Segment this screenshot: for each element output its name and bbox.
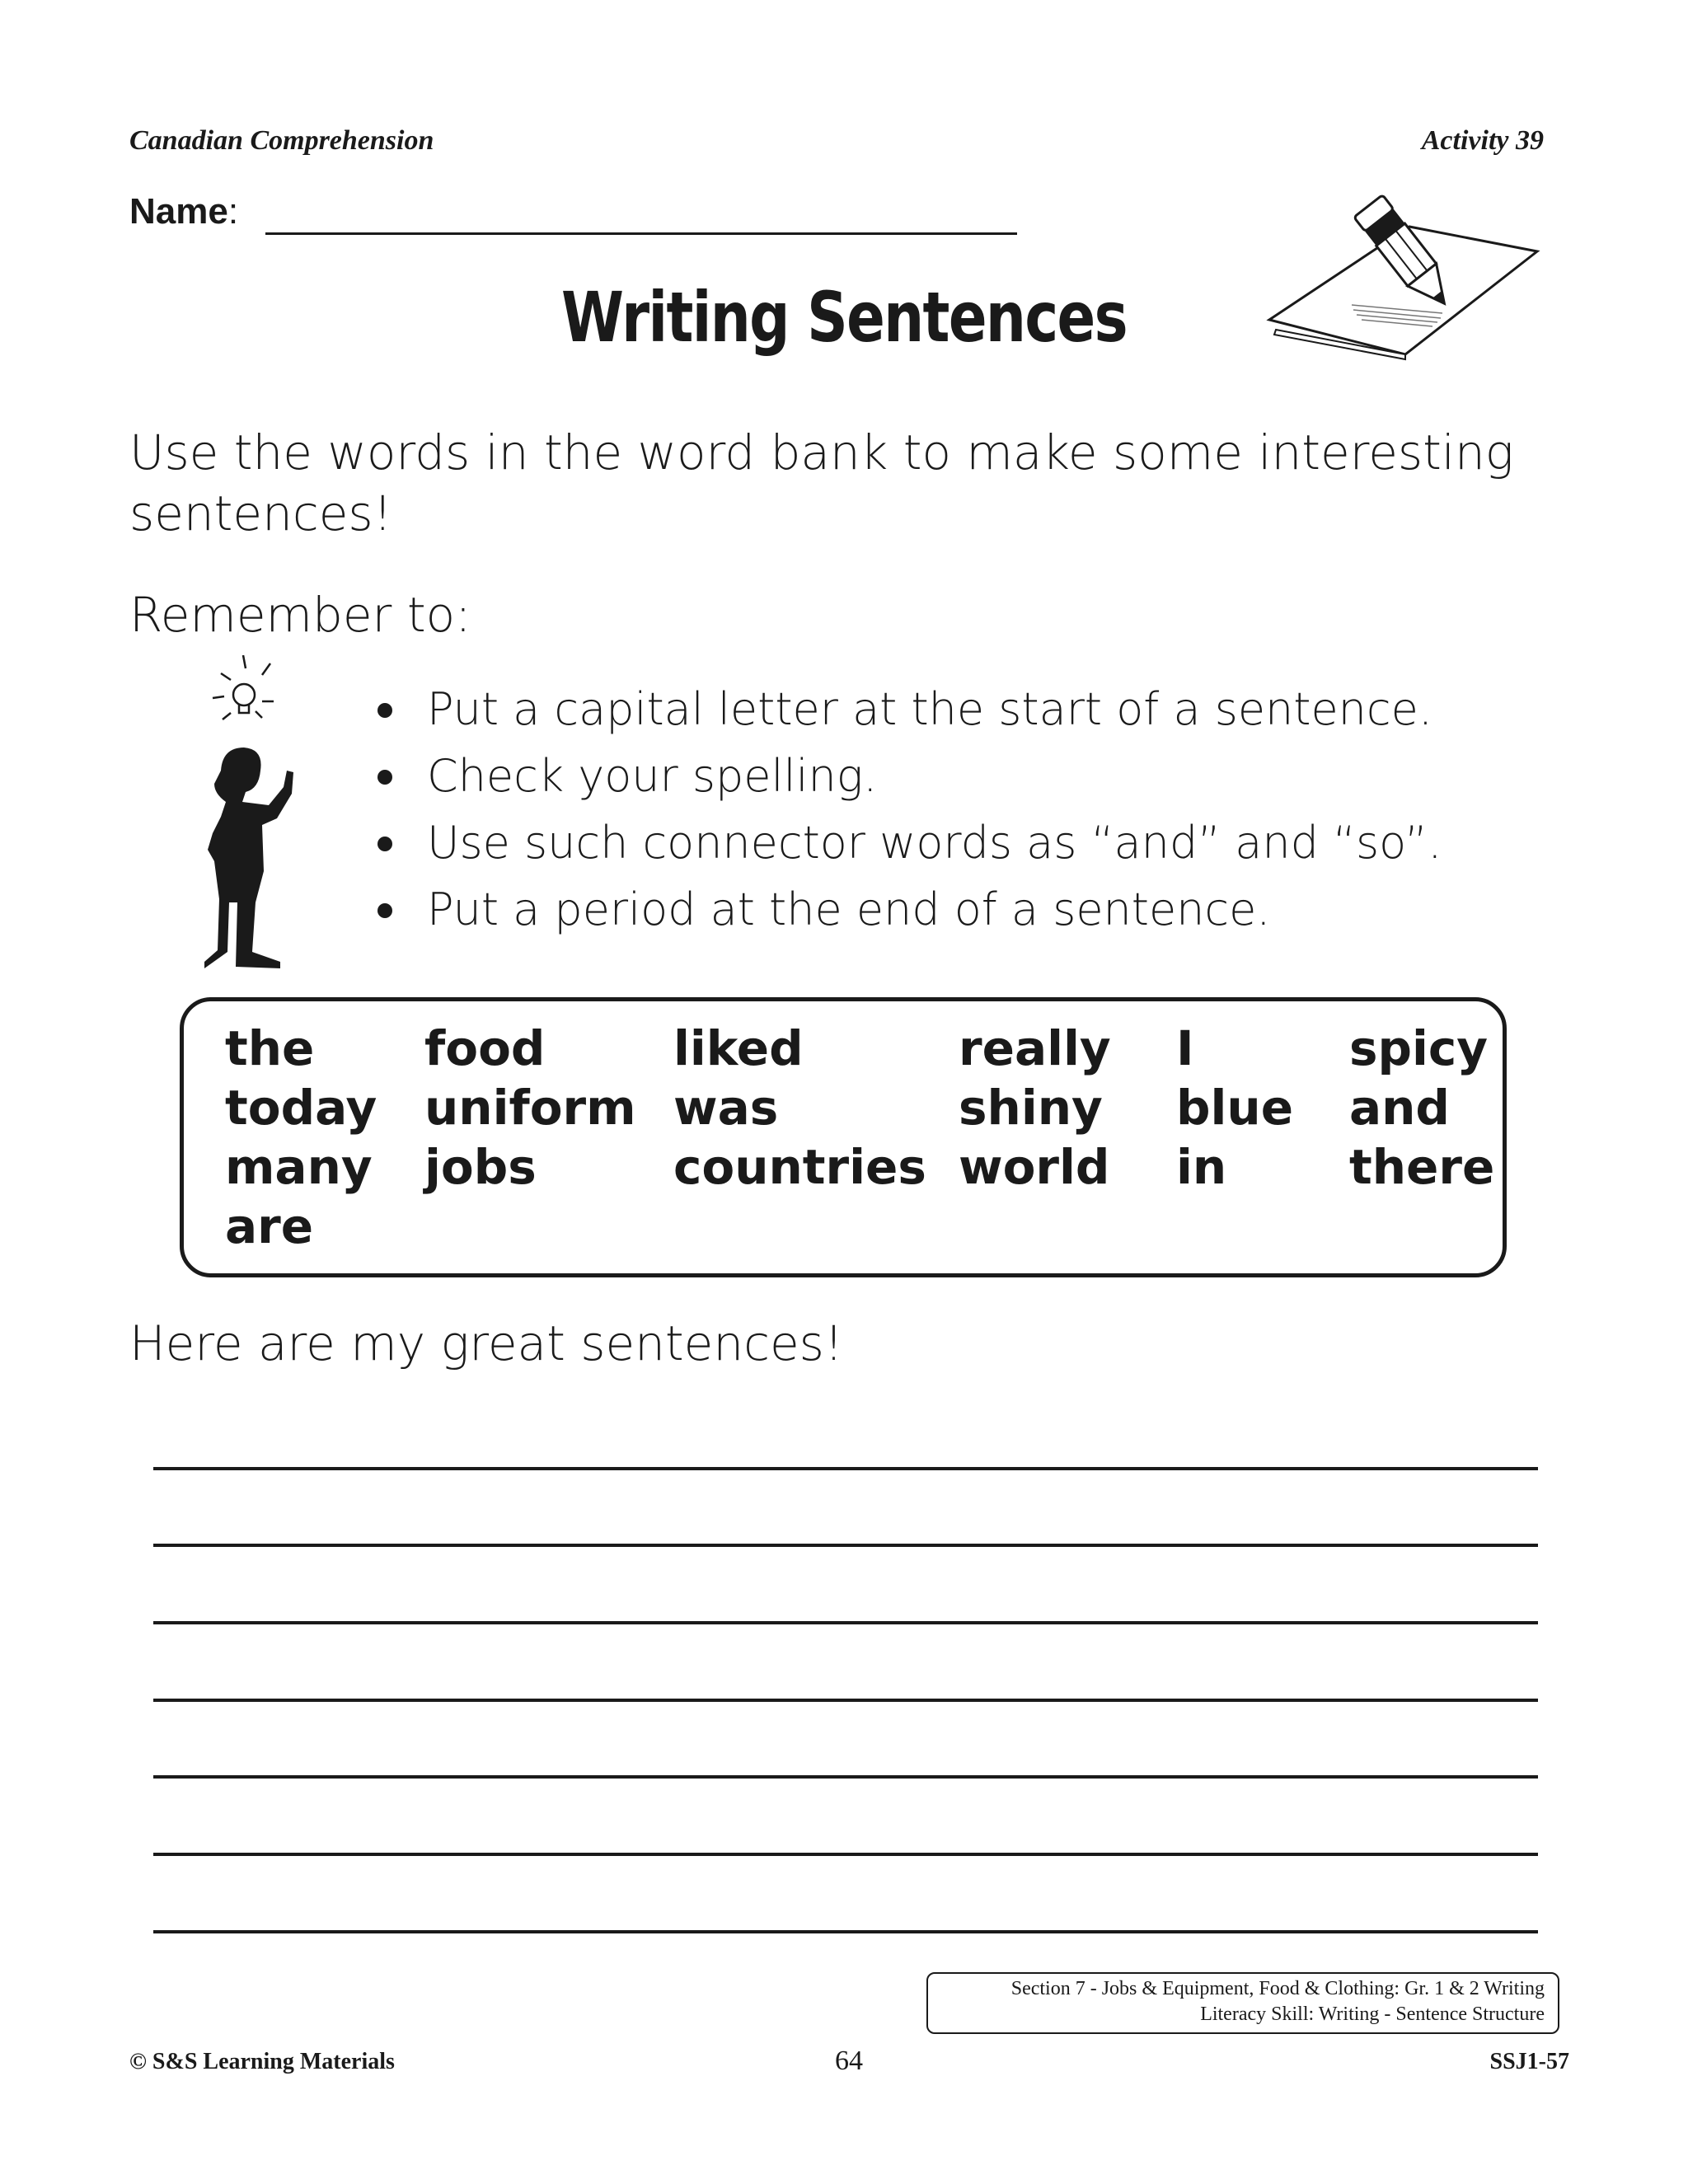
- bullet-icon: [377, 703, 392, 718]
- writing-line[interactable]: [153, 1930, 1538, 1933]
- word-bank-word: blue: [1176, 1080, 1294, 1136]
- list-item: [371, 809, 1442, 876]
- pencil-writing-icon: [1253, 181, 1550, 371]
- word-bank-word: the: [225, 1020, 315, 1076]
- name-colon: :: [227, 191, 239, 232]
- word-bank-word: world: [959, 1139, 1110, 1195]
- word-bank-word: are: [225, 1198, 314, 1254]
- writing-line[interactable]: [153, 1853, 1538, 1856]
- tip-text: Put a period at the end of a sentence.: [427, 883, 1271, 935]
- page-title: Writing Sentences: [561, 277, 1127, 358]
- bullet-icon: [377, 770, 392, 785]
- writing-line[interactable]: [153, 1775, 1538, 1779]
- writing-line[interactable]: [153, 1467, 1538, 1470]
- list-item: [371, 743, 1442, 809]
- word-bank-word: and: [1349, 1080, 1450, 1136]
- person-idea-icon: [204, 655, 312, 968]
- word-bank-word: spicy: [1349, 1020, 1489, 1076]
- word-bank-word: jobs: [424, 1139, 537, 1195]
- activity-number: Activity 39: [1421, 125, 1544, 156]
- word-bank-word: uniform: [424, 1080, 636, 1136]
- page-number: 64: [835, 2046, 863, 2076]
- tip-text: Check your spelling.: [427, 750, 878, 802]
- writing-line[interactable]: [153, 1699, 1538, 1702]
- sentences-label: Here are my great sentences!: [129, 1315, 844, 1371]
- list-item: [371, 676, 1442, 743]
- name-label: Name: [129, 191, 228, 232]
- skill-line: Literacy Skill: Writing - Sentence Structure: [1200, 2004, 1545, 2025]
- writing-line[interactable]: [153, 1621, 1538, 1624]
- copyright-text: © S&S Learning Materials: [129, 2049, 395, 2074]
- bullet-icon: [377, 903, 392, 918]
- tip-text: Use such connector words as “and” and “so”.: [427, 817, 1442, 869]
- word-bank-word: I: [1176, 1020, 1194, 1076]
- word-bank-word: today: [225, 1080, 377, 1136]
- word-bank-word: many: [225, 1139, 373, 1195]
- word-bank: [180, 997, 1507, 1277]
- word-bank-word: really: [959, 1020, 1111, 1076]
- list-item: [371, 876, 1442, 943]
- word-bank-word: countries: [673, 1139, 926, 1195]
- name-field: [129, 191, 238, 232]
- word-bank-word: was: [673, 1080, 779, 1136]
- word-bank-word: liked: [673, 1020, 804, 1076]
- bullet-icon: [377, 837, 392, 851]
- product-code: SSJ1-57: [1489, 2049, 1569, 2074]
- word-bank-word: shiny: [959, 1080, 1103, 1136]
- name-write-line[interactable]: [265, 232, 1017, 235]
- instructions-text: Use the words in the word bank to make some interesting sentences!: [129, 424, 1514, 541]
- tips-list: [371, 676, 1442, 943]
- book-title: Canadian Comprehension: [129, 125, 434, 156]
- section-info-box: [926, 1972, 1559, 2034]
- word-bank-word: food: [424, 1020, 546, 1076]
- word-bank-word: there: [1349, 1139, 1495, 1195]
- section-line: Section 7 - Jobs & Equipment, Food & Clothing: Gr. 1 & 2 Writing: [1010, 1978, 1545, 1999]
- word-bank-word: in: [1176, 1139, 1227, 1195]
- tip-text: Put a capital letter at the start of a sentence.: [427, 683, 1432, 735]
- writing-line[interactable]: [153, 1544, 1538, 1547]
- remember-label: Remember to:: [129, 587, 471, 643]
